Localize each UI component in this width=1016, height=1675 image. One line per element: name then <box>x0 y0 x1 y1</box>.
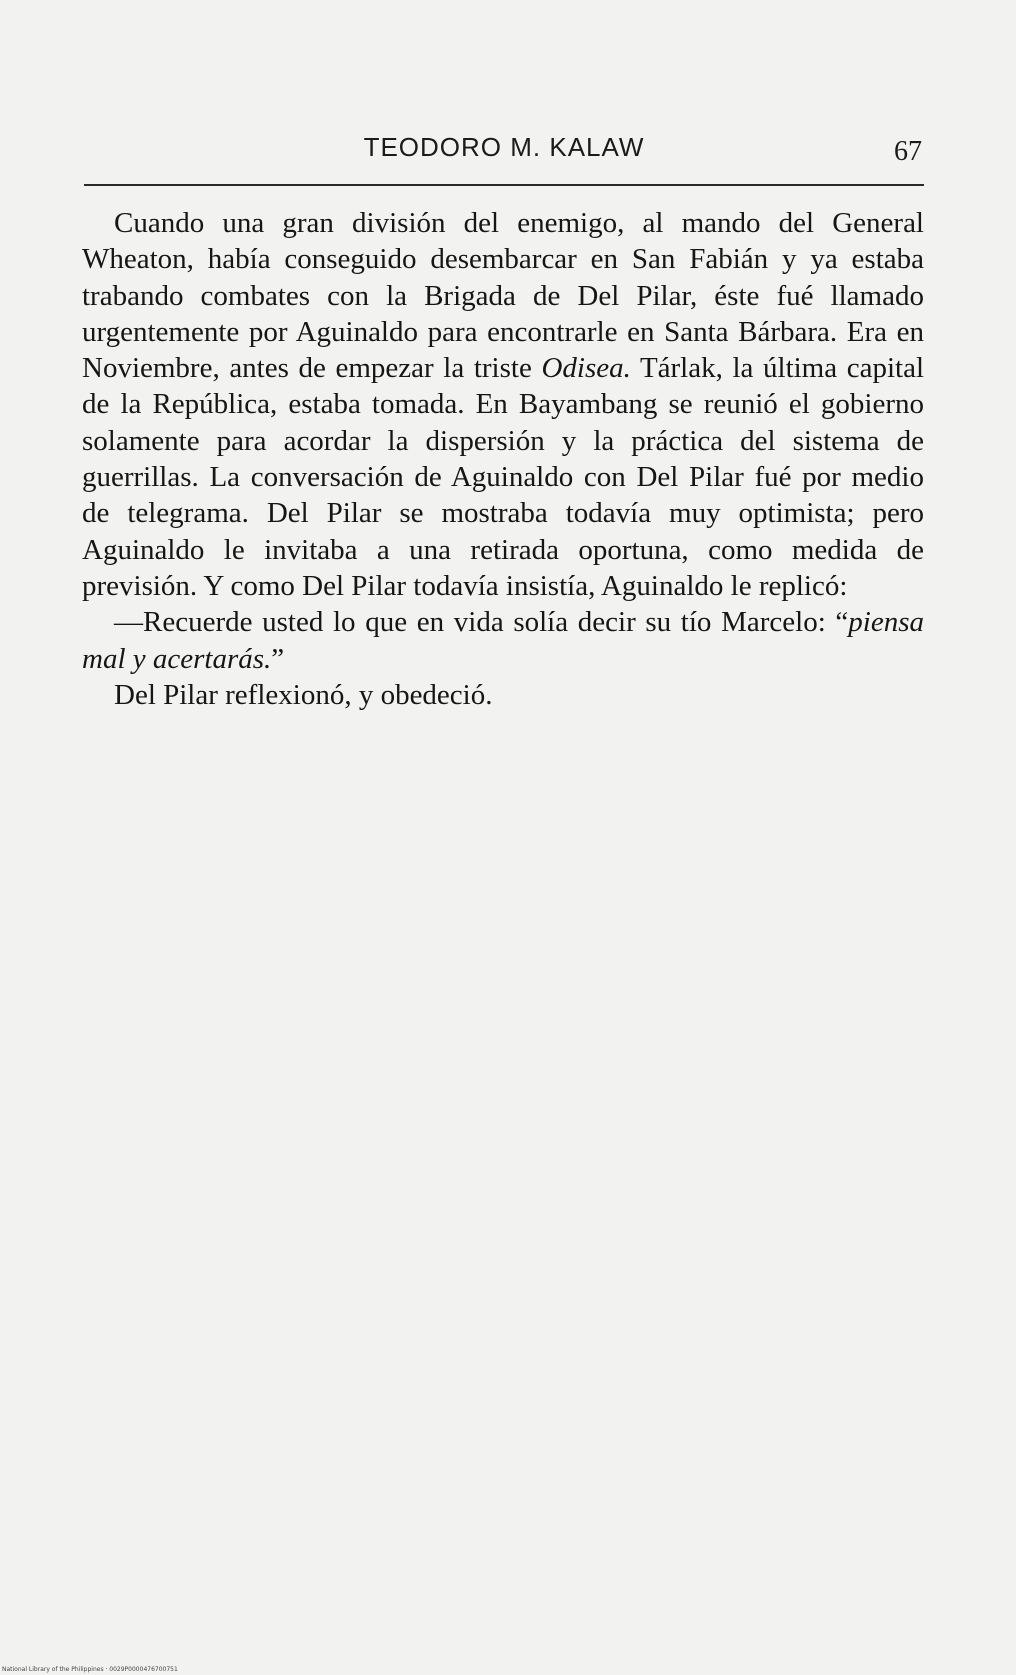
paragraph-1-italic: Odisea. <box>541 352 631 385</box>
body-text <box>82 205 924 713</box>
paragraph-2-text-b: ” <box>271 642 285 675</box>
paragraph-2-text-a: —Recuerde usted lo que en vida solía decir su tío Marcelo: “ <box>114 606 849 639</box>
paragraph-2-quote <box>82 604 924 677</box>
paragraph-1-text-b: Tárlak, la última capital de la República, estaba tomada. En Bayambang se reunió el gobierno solamente para acordar la dispersión y la práctica del sistema de guerrillas. La conversación de Aguinaldo con Del Pilar fué por medio de telegrama. Del Pilar se mostraba todavía muy optimista; pero Aguinaldo le invitaba a una retirada oportuna, como medida de previsión. Y como Del Pilar todavía insistía, Aguinaldo le replicó: <box>82 352 925 602</box>
paragraph-1-text-a: Cuando una gran división del enemigo, al mando del General Wheaton, había conseguido desembarcar en San Fabián y ya estaba trabando combates con la Brigada de Del Pilar, éste fué llamado urgentemente por Aguinaldo para encontrarle en Santa Bárbara. Era en Noviembre, antes de empezar la triste <box>82 207 924 385</box>
page-number: 67 <box>894 136 922 167</box>
paragraph-1 <box>82 205 924 604</box>
paragraph-2-italic: piensa mal y acertarás. <box>82 606 924 675</box>
paragraph-3: Del Pilar reflexionó, y obedeció. <box>114 678 493 711</box>
header-rule <box>84 184 924 186</box>
scan-credit: National Library of the Philippines · 0029P0000476700751 <box>2 1666 178 1673</box>
running-head-author: TEODORO M. KALAW <box>363 132 645 162</box>
running-head <box>84 126 924 176</box>
